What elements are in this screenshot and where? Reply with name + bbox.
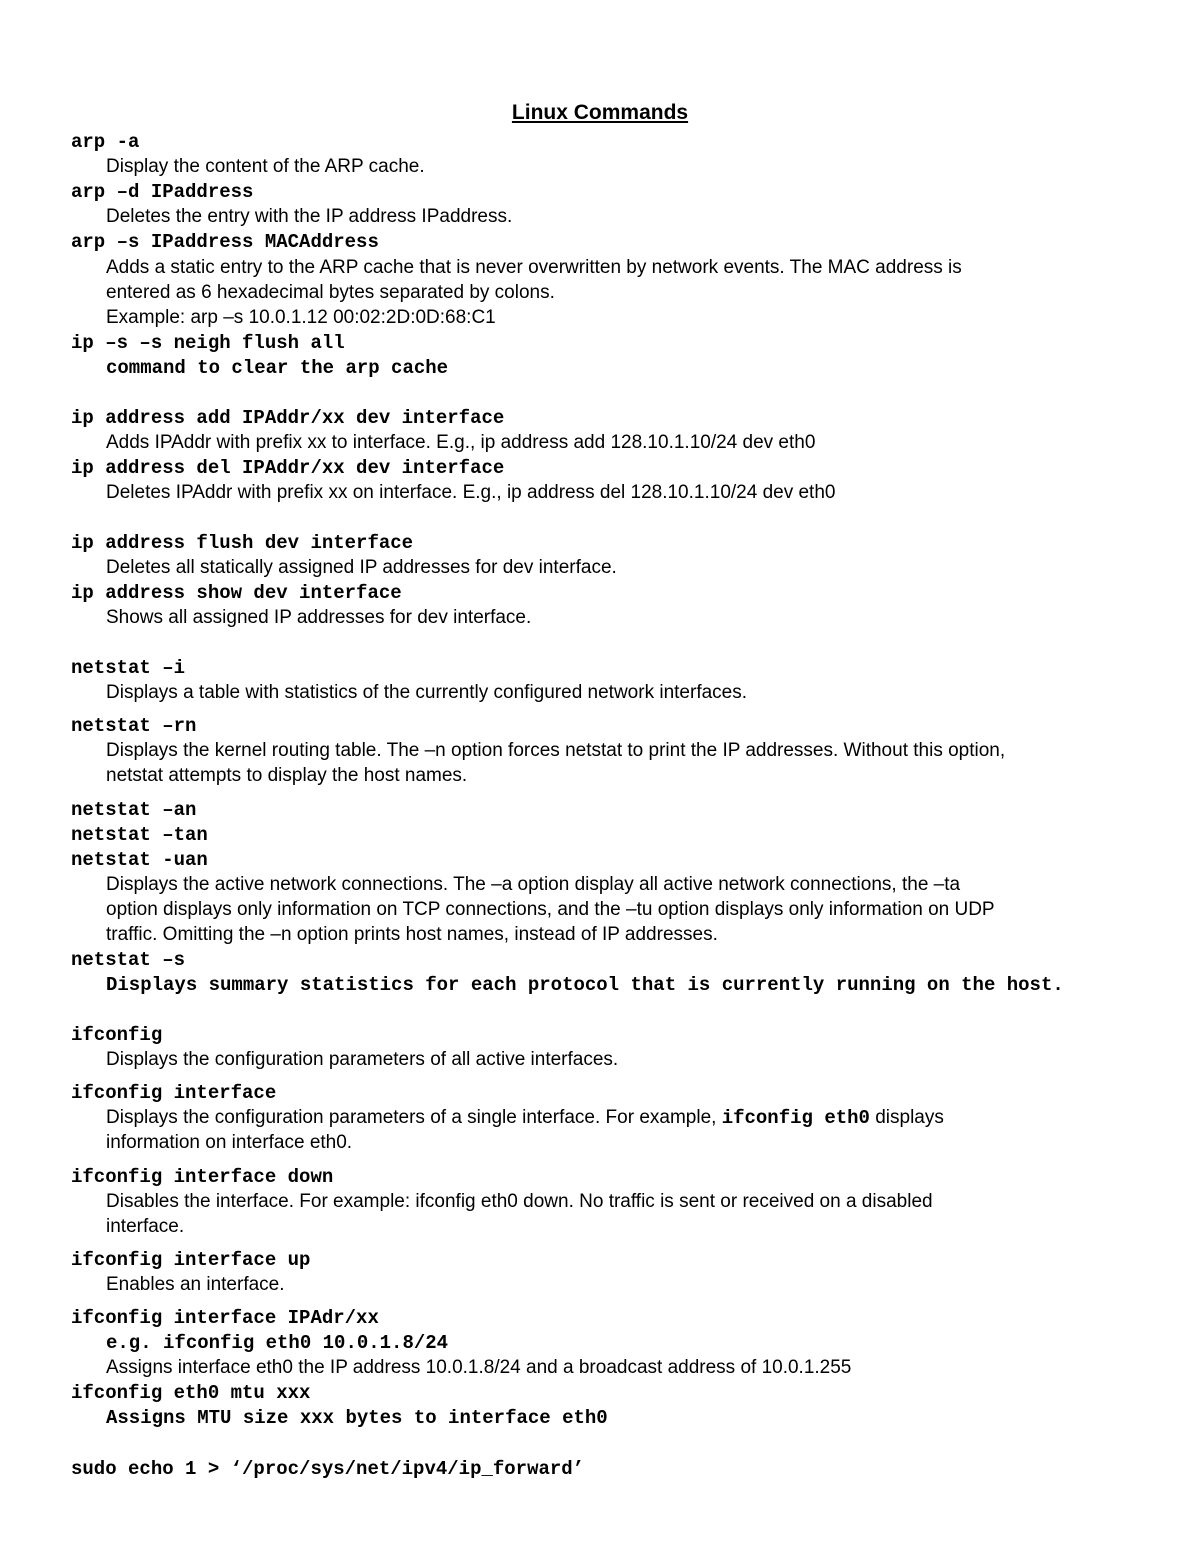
command-ifconfig-up: ifconfig interface up: [71, 1249, 311, 1271]
command-ifconfig-interface: ifconfig interface: [71, 1082, 277, 1104]
command-arp-s: arp –s IPaddress MACAddress: [71, 231, 379, 253]
description-netstat-s: Displays summary statistics for each protocol that is currently running on the host.: [106, 974, 1064, 996]
description-ip-neigh-flush: command to clear the arp cache: [106, 357, 449, 379]
command-netstat-uan: netstat -uan: [71, 849, 208, 871]
page-title: Linux Commands: [511, 101, 689, 124]
description-text: Displays the configuration parameters of a single interface. For example,: [106, 1107, 722, 1128]
description-ifconfig: Displays the configuration parameters of all active interfaces.: [106, 1049, 619, 1070]
description-arp-s-line2: entered as 6 hexadecimal bytes separated by colons.: [106, 282, 555, 303]
command-ip-forward: sudo echo 1 > ‘/proc/sys/net/ipv4/ip_forward’: [71, 1458, 585, 1480]
description-text: displays: [869, 1107, 944, 1128]
description-netstat-an-line3: traffic. Omitting the –n option prints host names, instead of IP addresses.: [106, 924, 718, 945]
description-ifconfig-mtu: Assigns MTU size xxx bytes to interface eth0: [106, 1407, 608, 1429]
example-ifconfig-ipaddr: e.g. ifconfig eth0 10.0.1.8/24: [106, 1332, 449, 1354]
command-netstat-tan: netstat –tan: [71, 824, 208, 846]
description-ifconfig-up: Enables an interface.: [106, 1274, 285, 1295]
command-ip-address-show: ip address show dev interface: [71, 582, 402, 604]
command-netstat-an: netstat –an: [71, 799, 197, 821]
description-arp-s-line1: Adds a static entry to the ARP cache that is never overwritten by network events. The MAC address is: [106, 257, 962, 278]
command-ip-address-del: ip address del IPAddr/xx dev interface: [71, 457, 505, 479]
description-ifconfig-down-line1: Disables the interface. For example: ifconfig eth0 down. No traffic is sent or received on a disabled: [106, 1191, 933, 1212]
description-netstat-i: Displays a table with statistics of the currently configured network interfaces.: [106, 682, 748, 703]
command-ifconfig-ipaddr: ifconfig interface IPAdr/xx: [71, 1307, 379, 1329]
description-ip-address-add: Adds IPAddr with prefix xx to interface. E.g., ip address add 128.10.1.10/24 dev eth0: [106, 432, 816, 453]
command-ifconfig-down: ifconfig interface down: [71, 1166, 334, 1188]
description-netstat-rn-line2: netstat attempts to display the host names.: [106, 765, 468, 786]
description-netstat-rn-line1: Displays the kernel routing table. The –n option forces netstat to print the IP addresses. Without this option,: [106, 740, 1006, 761]
description-ifconfig-down-line2: interface.: [106, 1216, 185, 1237]
command-ip-address-flush: ip address flush dev interface: [71, 532, 414, 554]
description-netstat-an-line1: Displays the active network connections. The –a option display all active network connections, the –ta: [106, 874, 961, 895]
command-arp-a: arp -a: [71, 131, 140, 153]
description-ip-address-flush: Deletes all statically assigned IP addresses for dev interface.: [106, 557, 617, 578]
description-ifconfig-interface-line2: information on interface eth0.: [106, 1132, 353, 1153]
description-arp-a: Display the content of the ARP cache.: [106, 156, 425, 177]
description-ip-address-del: Deletes IPAddr with prefix xx on interface. E.g., ip address del 128.10.1.10/24 dev eth0: [106, 482, 836, 503]
command-arp-d: arp –d IPaddress: [71, 181, 254, 203]
inline-command: ifconfig eth0: [721, 1107, 870, 1129]
command-ip-address-add: ip address add IPAddr/xx dev interface: [71, 407, 505, 429]
command-ifconfig-mtu: ifconfig eth0 mtu xxx: [71, 1382, 311, 1404]
description-arp-s-example: Example: arp –s 10.0.1.12 00:02:2D:0D:68:C1: [106, 307, 496, 328]
command-netstat-rn: netstat –rn: [71, 715, 197, 737]
description-ifconfig-ipaddr: Assigns interface eth0 the IP address 10.0.1.8/24 and a broadcast address of 10.0.1.255: [106, 1357, 852, 1378]
description-ifconfig-interface-line1: [106, 1107, 944, 1129]
command-ifconfig: ifconfig: [71, 1024, 163, 1046]
command-ip-neigh-flush: ip –s –s neigh flush all: [71, 332, 345, 354]
description-netstat-an-line2: option displays only information on TCP connections, and the –tu option displays only information on UDP: [106, 899, 995, 920]
description-arp-d: Deletes the entry with the IP address IPaddress.: [106, 206, 513, 227]
description-ip-address-show: Shows all assigned IP addresses for dev interface.: [106, 607, 532, 628]
command-netstat-i: netstat –i: [71, 657, 186, 679]
command-netstat-s: netstat –s: [71, 949, 186, 971]
